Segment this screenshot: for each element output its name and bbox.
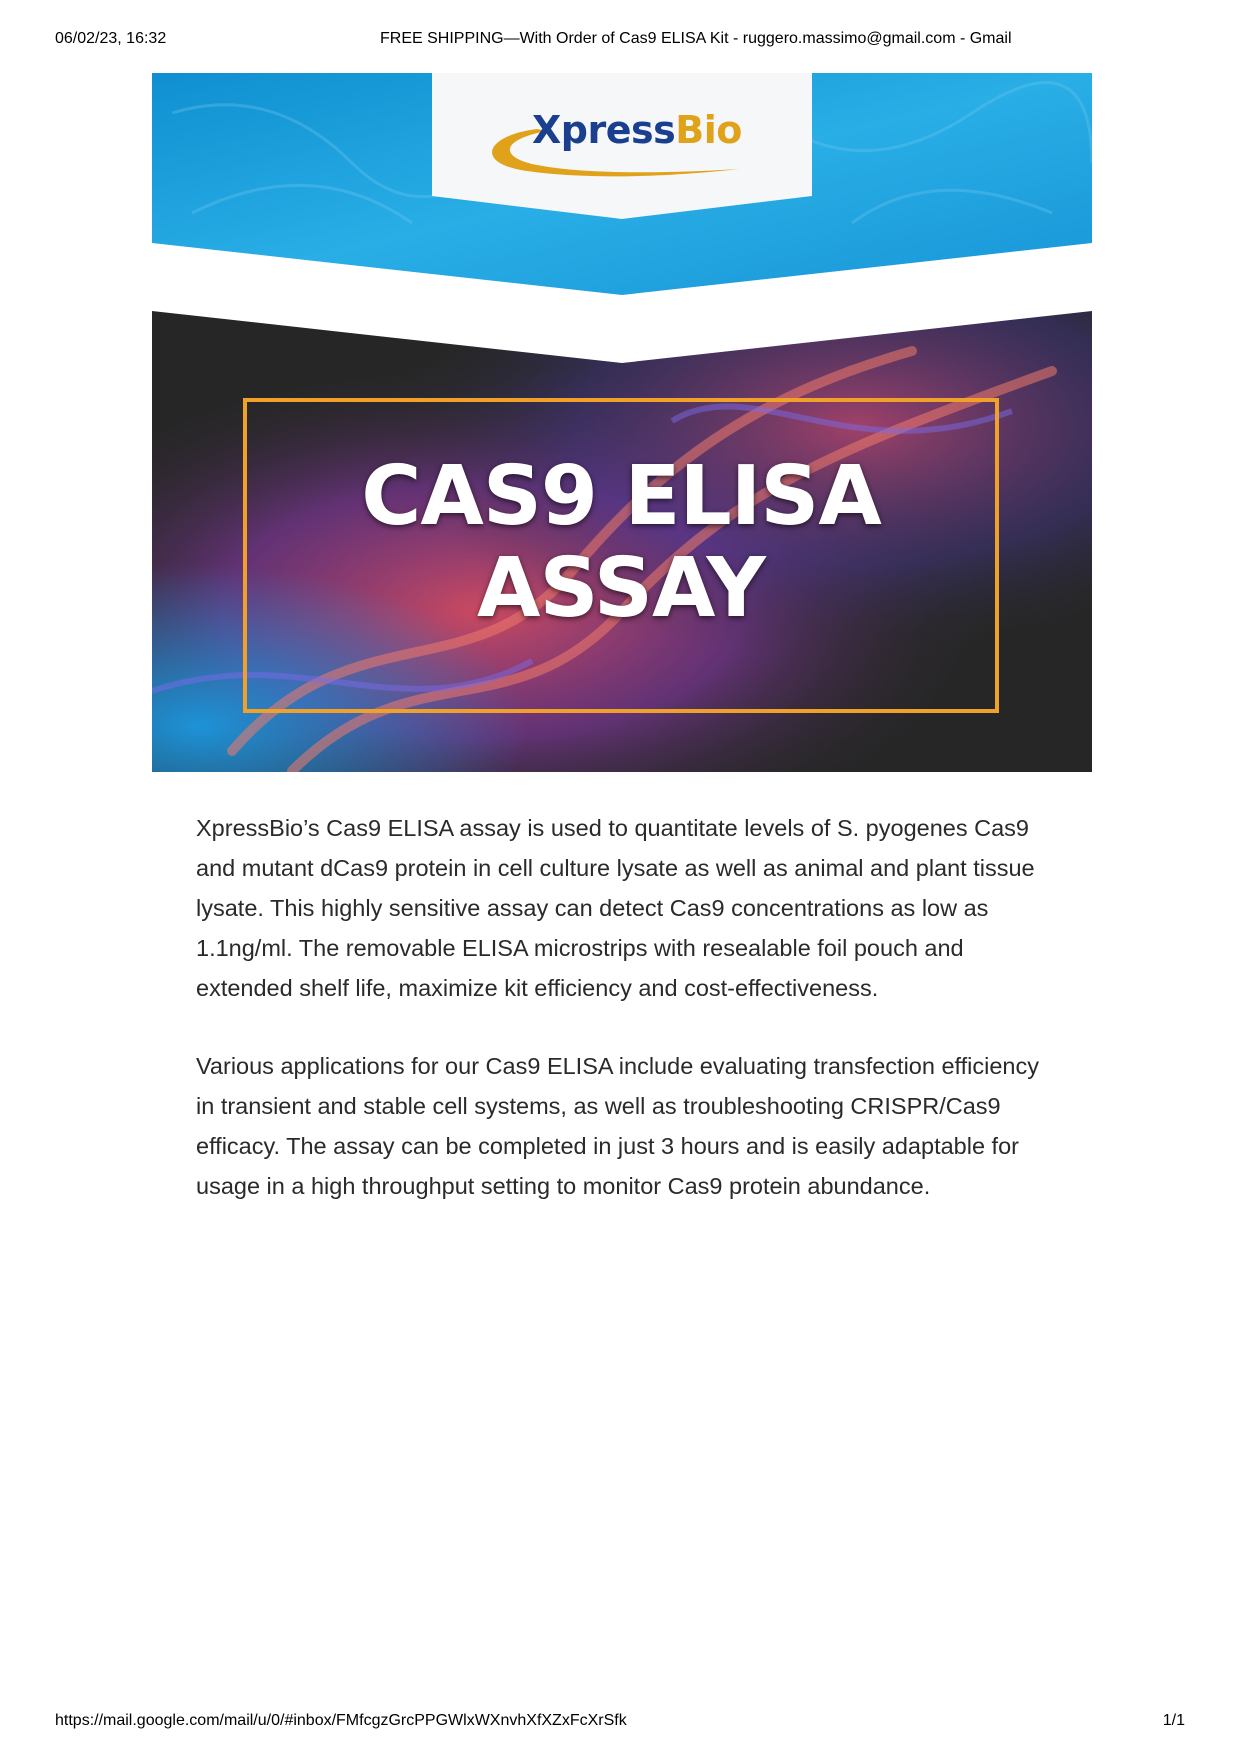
hero-title-line1: CAS9 ELISA (361, 449, 881, 544)
body-paragraph-2: Various applications for our Cas9 ELISA include evaluating transfection efficiency in transient and stable cell systems, as well as troubleshooting CRISPR/Cas9 efficacy. The assay can be completed in just 3 hours and is easily adaptable for usage in a high throughput setting to monitor Cas9 protein abundance. (196, 1053, 1040, 1199)
logo-text-xpress: Xpress (532, 108, 676, 152)
hero-image (152, 311, 1092, 772)
hero-title (243, 451, 999, 635)
hero-title-line2: ASSAY (477, 541, 765, 636)
print-datetime: 06/02/23, 16:32 (55, 30, 167, 47)
print-url: https://mail.google.com/mail/u/0/#inbox/FMfcgzGrcPPGWlxWXnvhXfXZxFcXrSfk (55, 1712, 627, 1729)
logo-text-bio: Bio (675, 108, 742, 152)
print-header (0, 30, 1240, 52)
logo (532, 108, 742, 152)
page-number: 1/1 (1162, 1712, 1185, 1729)
email-body (196, 808, 1056, 1244)
body-paragraph-1: XpressBio’s Cas9 ELISA assay is used to quantitate levels of S. pyogenes Cas9 and mutant dCas9 protein in cell culture lysate as well as animal and plant tissue lysate. This highly sensitive assay can detect Cas9 concentrations as low as 1.1ng/ml. The removable ELISA microstrips with resealable foil pouch and extended shelf life, maximize kit efficiency and cost-effectiveness. (196, 815, 1035, 1001)
print-page-title: FREE SHIPPING—With Order of Cas9 ELISA Kit - ruggero.massimo@gmail.com - Gmail (380, 30, 1012, 47)
logo-card (432, 73, 812, 219)
print-footer (0, 1712, 1240, 1734)
